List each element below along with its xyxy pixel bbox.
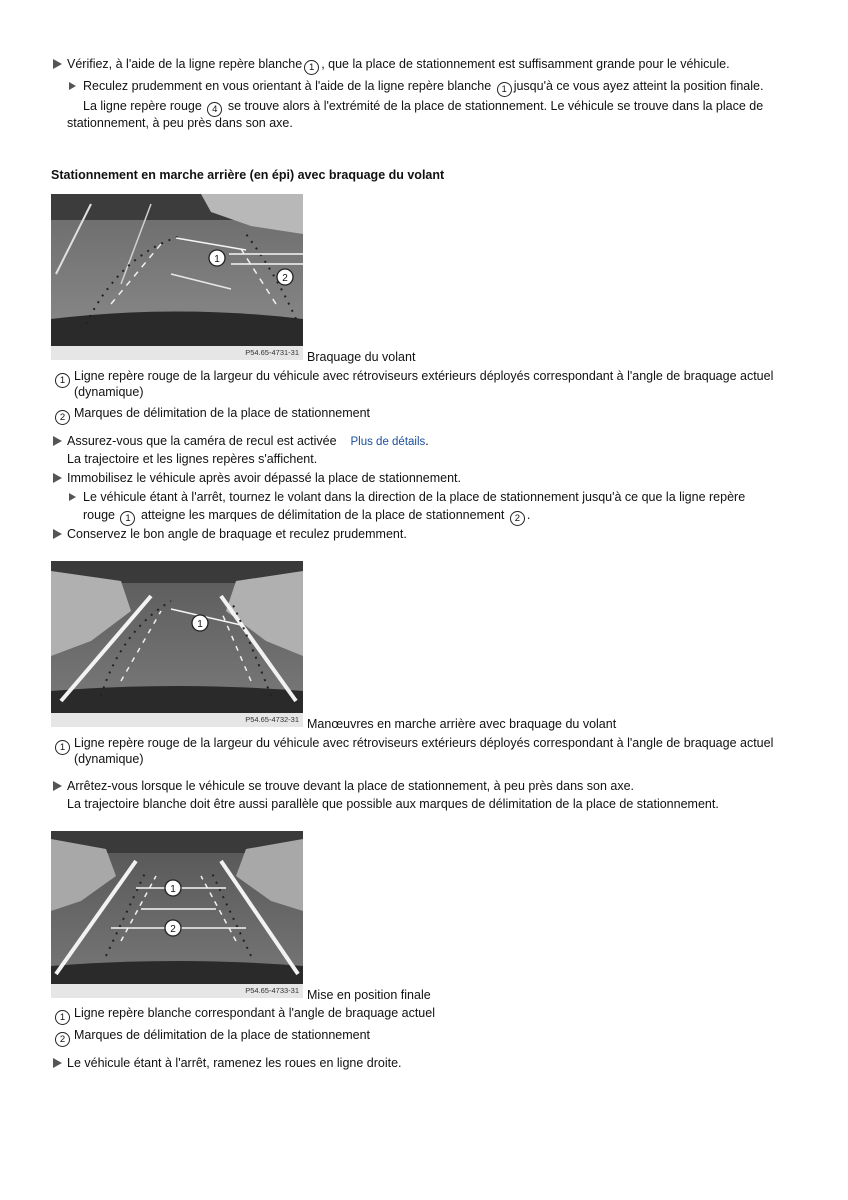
callout-1-label: 1 <box>197 619 203 630</box>
callout-1-label: 1 <box>214 254 220 265</box>
legend-number: 1 <box>55 1010 70 1025</box>
legend-item <box>53 737 72 755</box>
bullet-arrow-icon <box>53 473 62 483</box>
callout-number: 2 <box>510 511 525 526</box>
legend-text: Marques de délimitation de la place de stationnement <box>74 1028 371 1042</box>
callout-2-label: 2 <box>170 924 176 935</box>
legend-text: Marques de délimitation de la place de stationnement <box>74 406 371 420</box>
bullet-arrow-icon <box>53 1058 62 1068</box>
callout-1-label: 1 <box>170 884 176 895</box>
callout-number: 1 <box>304 60 319 75</box>
instruction-line: La trajectoire blanche doit être aussi parallèle que possible aux marques de délimitation de la place de stationnement. <box>67 797 719 811</box>
callout-number: 1 <box>497 82 512 97</box>
sub-bullet-arrow-icon <box>69 82 76 90</box>
legend-number: 2 <box>55 410 70 425</box>
camera-image-3 <box>51 831 303 984</box>
section-heading: Stationnement en marche arrière (en épi) avec braquage du volant <box>51 168 445 182</box>
instruction-line: Assurez-vous que la caméra de recul est activée Plus de détails. <box>67 434 429 448</box>
legend-number: 2 <box>55 1032 70 1047</box>
legend-item <box>53 407 72 425</box>
sub-bullet-arrow-icon <box>69 493 76 501</box>
legend-item <box>53 1007 72 1025</box>
callout-number: 1 <box>120 511 135 526</box>
instruction-line: stationnement, à peu près dans son axe. <box>67 116 293 130</box>
instruction-line: Vérifiez, à l'aide de la ligne repère blanche 1 , que la place de stationnement est suffisamment grande pour le véhicule. <box>67 57 730 73</box>
instruction-line: Immobilisez le véhicule après avoir dépassé la place de stationnement. <box>67 471 461 485</box>
figure-caption: Mise en position finale <box>307 988 431 1002</box>
camera-image-2 <box>51 561 303 713</box>
more-details-link[interactable]: Plus de détails <box>350 436 426 448</box>
legend-text: (dynamique) <box>74 385 144 399</box>
figure-caption: Braquage du volant <box>307 350 416 364</box>
legend-text: Ligne repère rouge de la largeur du véhicule avec rétroviseurs extérieurs déployés correspondant à l'angle de braquage actuel <box>74 369 774 383</box>
instruction-line: Arrêtez-vous lorsque le véhicule se trouve devant la place de stationnement, à peu près dans son axe. <box>67 779 635 793</box>
instruction-line: Le véhicule étant à l'arrêt, ramenez les roues en ligne droite. <box>67 1056 402 1070</box>
bullet-arrow-icon <box>53 781 62 791</box>
instruction-line: La ligne repère rouge 4 se trouve alors à l'extrémité de la place de stationnement. Le véhicule se trouve dans la place de <box>83 99 764 115</box>
instruction-line: Reculez prudemment en vous orientant à l'aide de la ligne repère blanche 1 jusqu'à ce vous ayez atteint la position finale. <box>83 79 764 95</box>
callout-number: 4 <box>207 102 222 117</box>
legend-number: 1 <box>55 373 70 388</box>
legend-text: Ligne repère blanche correspondant à l'angle de braquage actuel <box>74 1006 435 1020</box>
legend-text: (dynamique) <box>74 752 144 766</box>
instruction-line: rouge 1 atteigne les marques de délimitation de la place de stationnement 2 . <box>83 508 531 524</box>
callout-2-label: 2 <box>282 273 288 284</box>
figure-code: P54.65-4733-31 <box>51 984 303 998</box>
bullet-arrow-icon <box>53 529 62 539</box>
bullet-arrow-icon <box>53 436 62 446</box>
instruction-line: La trajectoire et les lignes repères s'affichent. <box>67 452 318 466</box>
instruction-line: Conservez le bon angle de braquage et reculez prudemment. <box>67 527 407 541</box>
instruction-line: Le véhicule étant à l'arrêt, tournez le volant dans la direction de la place de stationnement jusqu'à ce que la ligne repère <box>83 490 746 504</box>
legend-text: Ligne repère rouge de la largeur du véhicule avec rétroviseurs extérieurs déployés correspondant à l'angle de braquage actuel <box>74 736 774 750</box>
figure-caption: Manœuvres en marche arrière avec braquage du volant <box>307 717 617 731</box>
legend-item <box>53 370 72 388</box>
legend-number: 1 <box>55 740 70 755</box>
legend-item <box>53 1029 72 1047</box>
figure-code: P54.65-4732-31 <box>51 713 303 727</box>
camera-image-1 <box>51 194 303 346</box>
bullet-arrow-icon <box>53 59 62 69</box>
figure-code: P54.65-4731-31 <box>51 346 303 360</box>
